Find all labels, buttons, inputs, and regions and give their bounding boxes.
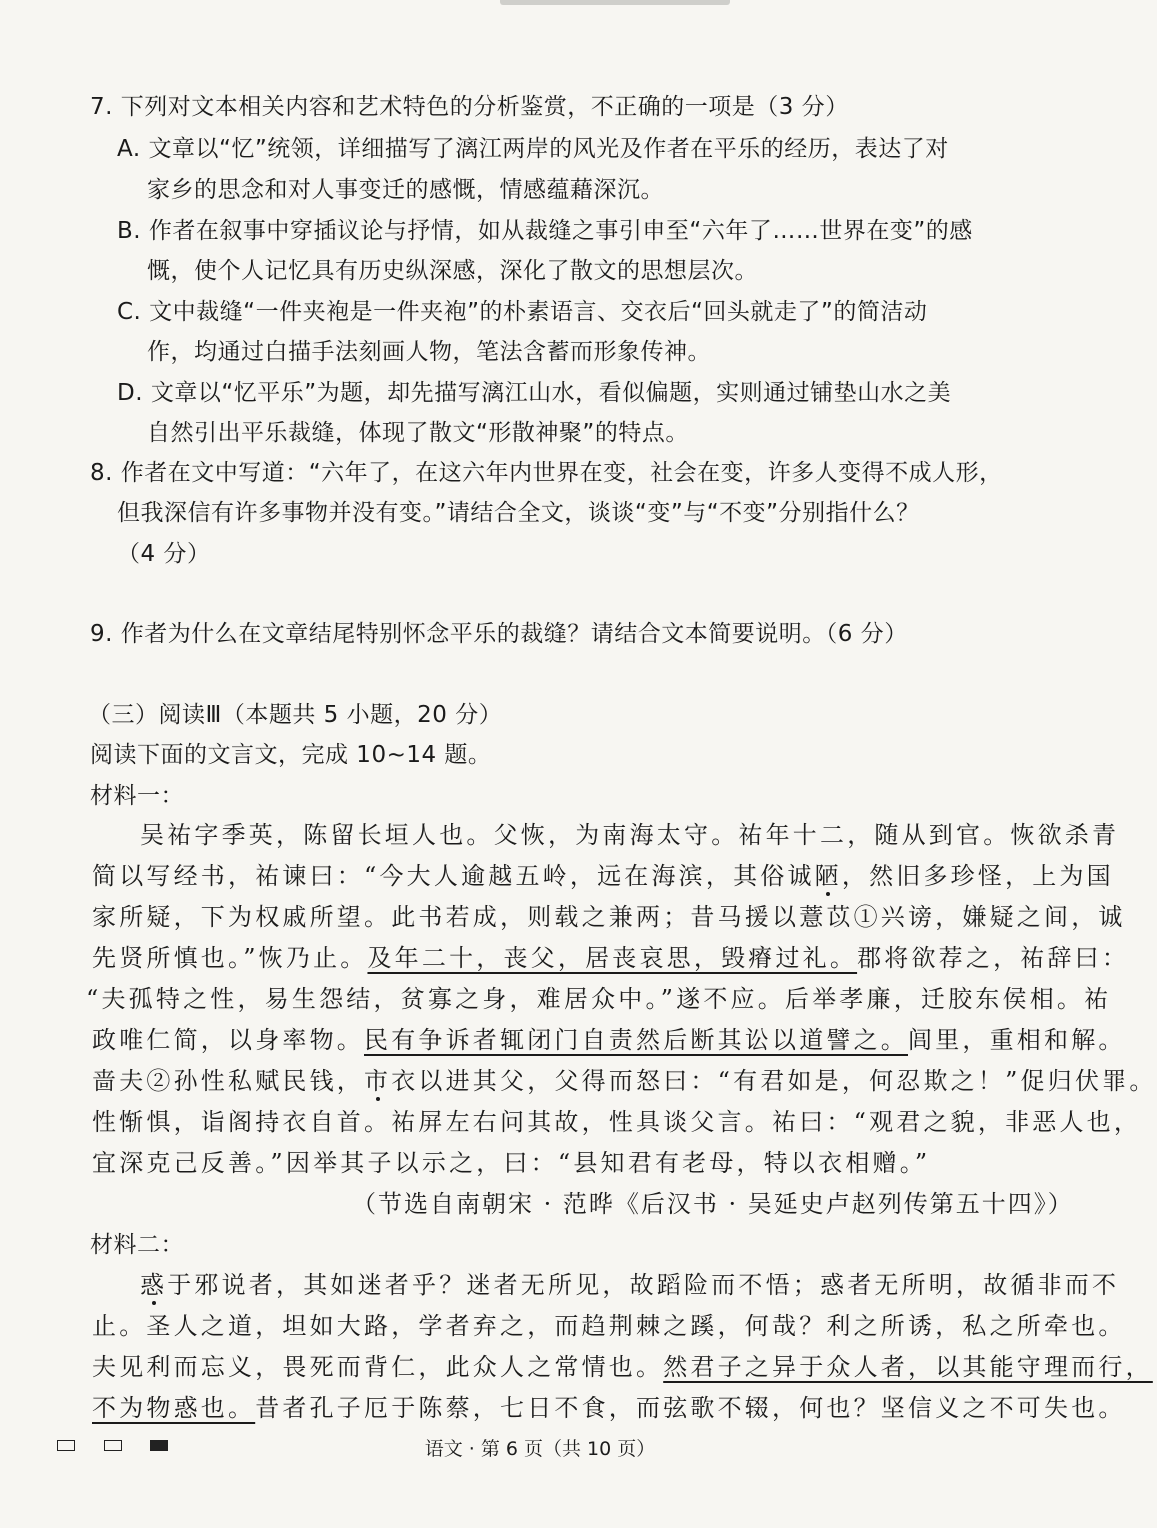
q8-line1: 8. 作者在文中写道：“六年了，在这六年内世界在变，社会在变，许多人变得不成人形，: [90, 460, 1003, 486]
underlined-sentence-3a: 然君子之异于众人者，以其能守理而行，: [663, 1353, 1153, 1381]
section3-instruction: 阅读下面的文言文，完成 10~14 题。: [90, 742, 492, 768]
section3-heading: （三）阅读Ⅲ（本题共 5 小题，20 分）: [88, 702, 503, 728]
m1-line5: “夫孤特之性，易生怨结，贫寡之身，难居众中。”遂不应。后举孝廉，迁胶东侯相。祐: [86, 985, 1112, 1013]
m1-line4: 先贤所慎也。”恢乃止。及年二十，丧父，居丧哀思，毁瘠过礼。郡将欲荐之，祐辞曰：: [92, 944, 1130, 972]
page-number: 语文 · 第 6 页（共 10 页）: [424, 1438, 656, 1460]
q7-stem: 7. 下列对文本相关内容和艺术特色的分析鉴赏，不正确的一项是（3 分）: [90, 94, 849, 120]
q7-option-b-line2: 慨，使个人记忆具有历史纵深感，深化了散文的思想层次。: [147, 258, 758, 284]
m1-source: （节选自南朝宋 · 范晔《后汉书 · 吴延史卢赵列传第五十四》）: [352, 1190, 1074, 1218]
underlined-sentence-3b: 不为物惑也。: [92, 1394, 256, 1422]
q8-points: （4 分）: [117, 541, 211, 567]
emphasis-dot-char: 惑: [140, 1271, 168, 1299]
q7-option-b-line1: B. 作者在叙事中穿插议论与抒情，如从裁缝之事引申至“六年了……世界在变”的感: [117, 218, 973, 244]
m1-line6: 政唯仁简，以身率物。民有争诉者辄闭门自责然后断其讼以道譬之。闾里，重相和解。: [92, 1026, 1126, 1054]
m1-line3: 家所疑，下为权戚所望。此书若成，则载之兼两；昔马援以薏苡①兴谤，嫌疑之间，诚: [92, 903, 1126, 931]
m1-line2: 简以写经书，祐谏曰：“今大人逾越五岭，远在海滨，其俗诚陋，然旧多珍怪，上为国: [92, 862, 1114, 890]
q7-option-a-line1: A. 文章以“忆”统领，详细描写了漓江两岸的风光及作者在平乐的经历，表达了对: [117, 136, 949, 162]
emphasis-dot-char: 市: [364, 1067, 392, 1095]
q9-line1: 9. 作者为什么在文章结尾特别怀念平乐的裁缝？请结合文本简要说明。（6 分）: [90, 621, 908, 647]
scan-edge: [500, 0, 730, 5]
m1-line7: 啬夫②孙性私赋民钱，市衣以进其父，父得而怒曰：“有君如是，何忍欺之！”促归伏罪。: [92, 1067, 1157, 1095]
q7-option-d-line1: D. 文章以“忆平乐”为题，却先描写漓江山水，看似偏题，实则通过铺垫山水之美: [117, 380, 952, 406]
m2-line4: 不为物惑也。昔者孔子厄于陈蔡，七日不食，而弦歌不辍，何也？坚信义之不可失也。: [92, 1394, 1126, 1422]
m1-line9: 宜深克己反善。”因举其子以示之，曰：“县知君有老母，特以衣相赠。”: [92, 1149, 931, 1177]
m2-line1: 惑于邪说者，其如迷者乎？迷者无所见，故蹈险而不悟；惑者无所明，故循非而不: [140, 1271, 1120, 1299]
emphasis-dot-char: 陋: [814, 862, 842, 890]
q8-line2: 但我深信有许多事物并没有变。”请结合全文，谈谈“变”与“不变”分别指什么？: [117, 500, 920, 526]
material1-label: 材料一：: [90, 783, 184, 809]
m1-line8: 性惭惧，诣阁持衣自首。祐屏左右问其故，性具谈父言。祐曰：“观君之貌，非恶人也，: [92, 1108, 1142, 1136]
underlined-sentence-2: 民有争诉者辄闭门自责然后断其讼以道譬之。: [364, 1026, 908, 1054]
m1-line1: 吴祐字季英，陈留长垣人也。父恢，为南海太守。祐年十二，随从到官。恢欲杀青: [140, 821, 1120, 849]
underlined-sentence-1: 及年二十，丧父，居丧哀思，毁瘠过礼。: [367, 944, 858, 972]
m2-line3: 夫见利而忘义，畏死而背仁，此众人之常情也。然君子之异于众人者，以其能守理而行，: [92, 1353, 1153, 1381]
material2-label: 材料二：: [90, 1232, 184, 1258]
m2-line2: 止。圣人之道，坦如大路，学者弃之，而趋荆棘之蹊，何哉？利之所诱，私之所牵也。: [92, 1312, 1126, 1340]
q7-option-d-line2: 自然引出平乐裁缝，体现了散文“形散神聚”的特点。: [147, 420, 689, 446]
q7-option-c-line2: 作，均通过白描手法刻画人物，笔法含蓄而形象传神。: [147, 339, 711, 365]
q7-option-c-line1: C. 文中裁缝“一件夹袍是一件夹袍”的朴素语言、交衣后“回头就走了”的简洁动: [117, 299, 928, 325]
q7-option-a-line2: 家乡的思念和对人事变迁的感慨，情感蕴藉深沉。: [147, 177, 664, 203]
